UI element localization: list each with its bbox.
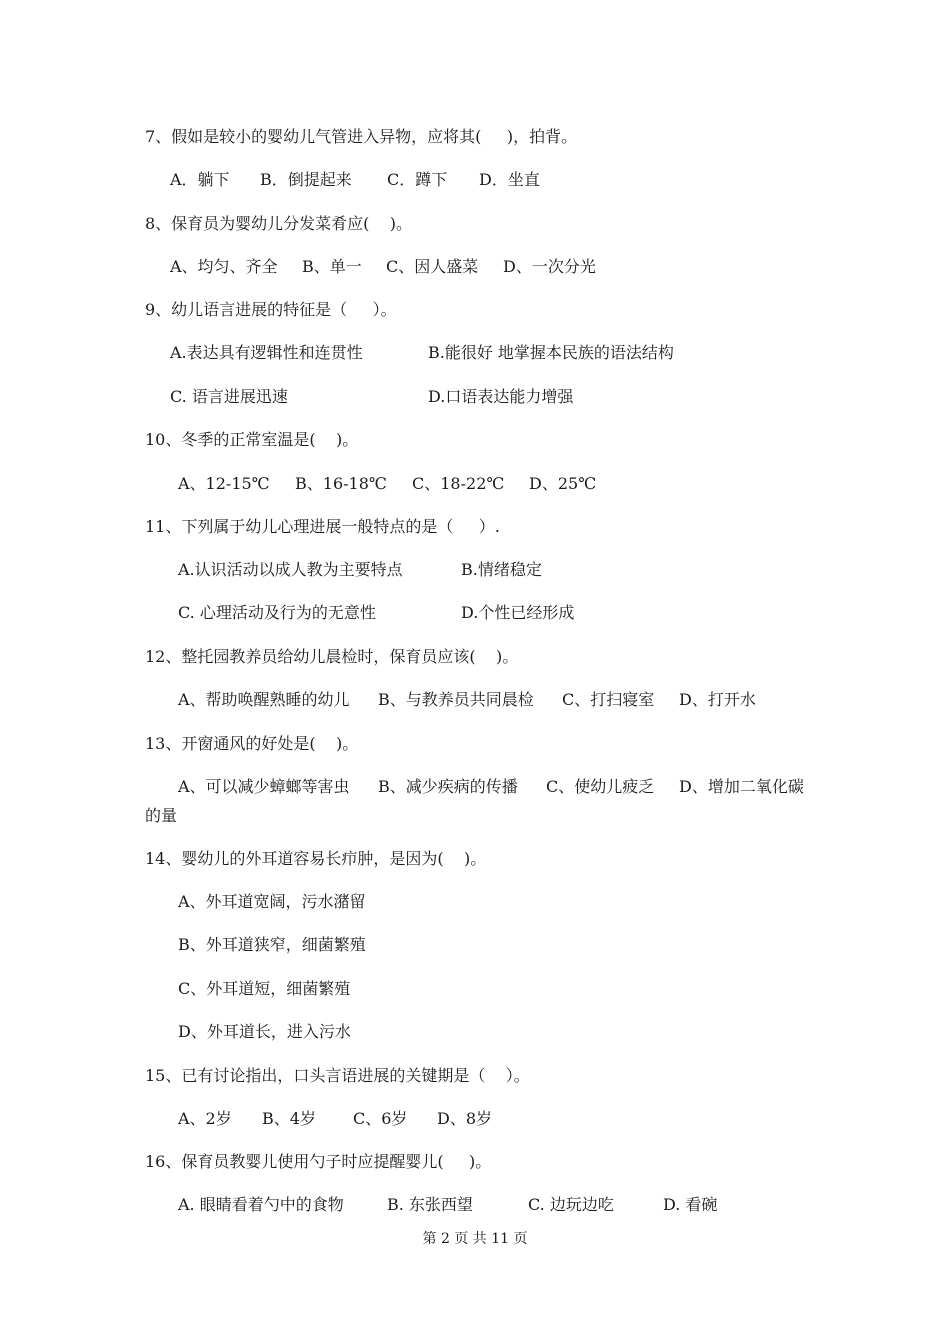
option-wrap: 的量 (145, 806, 178, 825)
option: B、单一 (302, 257, 362, 276)
option: C、打扫寝室 (562, 690, 655, 709)
option: D、一次分光 (503, 257, 596, 276)
question-stem: 16、保育员教婴儿使用勺子时应提醒婴儿( )。 (145, 1152, 492, 1171)
option: D、25℃ (529, 474, 597, 493)
option: B、4岁 (262, 1109, 316, 1128)
option: D、外耳道长，进入污水 (178, 1022, 351, 1041)
option: B、16-18℃ (295, 474, 387, 493)
option: B.情绪稳定 (461, 560, 542, 579)
option: A. 眼睛看着勺中的食物 (178, 1195, 344, 1214)
option: C、外耳道短，细菌繁殖 (178, 979, 351, 998)
question-stem: 7、假如是较小的婴幼儿气管进入异物，应将其( )，拍背。 (145, 127, 578, 146)
option: A、可以减少蟑螂等害虫 (178, 777, 350, 796)
question-stem: 10、冬季的正常室温是( )。 (145, 430, 359, 449)
option: C、18-22℃ (412, 474, 505, 493)
option: A、2岁 (178, 1109, 232, 1128)
question-stem: 12、整托园教养员给幼儿晨检时，保育员应该( )。 (145, 647, 519, 666)
question-stem: 15、已有讨论指出，口头言语进展的关键期是（ ）。 (145, 1066, 530, 1085)
option: A．躺下 (170, 170, 230, 189)
option: B．倒提起来 (260, 170, 352, 189)
option: B.能很好 地掌握本民族的语法结构 (428, 343, 674, 362)
option: C. 心理活动及行为的无意性 (178, 603, 376, 622)
question-stem: 11、下列属于幼儿心理进展一般特点的是（ ）. (145, 517, 500, 536)
option: D.口语表达能力增强 (428, 387, 574, 406)
option: D．坐直 (479, 170, 540, 189)
question-stem: 9、幼儿语言进展的特征是（ ）。 (145, 300, 397, 319)
question-stem: 8、保育员为婴幼儿分发菜肴应( )。 (145, 214, 413, 233)
option: D、增加二氧化碳 (679, 777, 804, 796)
option: C．蹲下 (387, 170, 448, 189)
option: B、外耳道狭窄，细菌繁殖 (178, 935, 366, 954)
option: D.个性已经形成 (461, 603, 575, 622)
option: A、12-15℃ (178, 474, 270, 493)
option: C. 语言进展迅速 (170, 387, 288, 406)
option: B. 东张西望 (387, 1195, 473, 1214)
option: A.表达具有逻辑性和连贯性 (170, 343, 363, 362)
question-stem: 14、婴幼儿的外耳道容易长疖肿，是因为( )。 (145, 849, 487, 868)
option: A、外耳道宽阔，污水潴留 (178, 892, 366, 911)
option: C、6岁 (353, 1109, 408, 1128)
option: C、因人盛菜 (386, 257, 479, 276)
option: A.认识活动以成人教为主要特点 (178, 560, 403, 579)
option: B、减少疾病的传播 (378, 777, 518, 796)
question-stem: 13、开窗通风的好处是( )。 (145, 734, 359, 753)
option: D、打开水 (679, 690, 756, 709)
option: C. 边玩边吃 (528, 1195, 614, 1214)
option: D、8岁 (437, 1109, 493, 1128)
option: A、均匀、齐全 (170, 257, 278, 276)
page-footer: 第 2 页 共 11 页 (422, 1231, 528, 1247)
option: C、使幼儿疲乏 (546, 777, 655, 796)
option: D. 看碗 (663, 1195, 718, 1214)
option: A、帮助唤醒熟睡的幼儿 (178, 690, 350, 709)
option: B、与教养员共同晨检 (378, 690, 534, 709)
